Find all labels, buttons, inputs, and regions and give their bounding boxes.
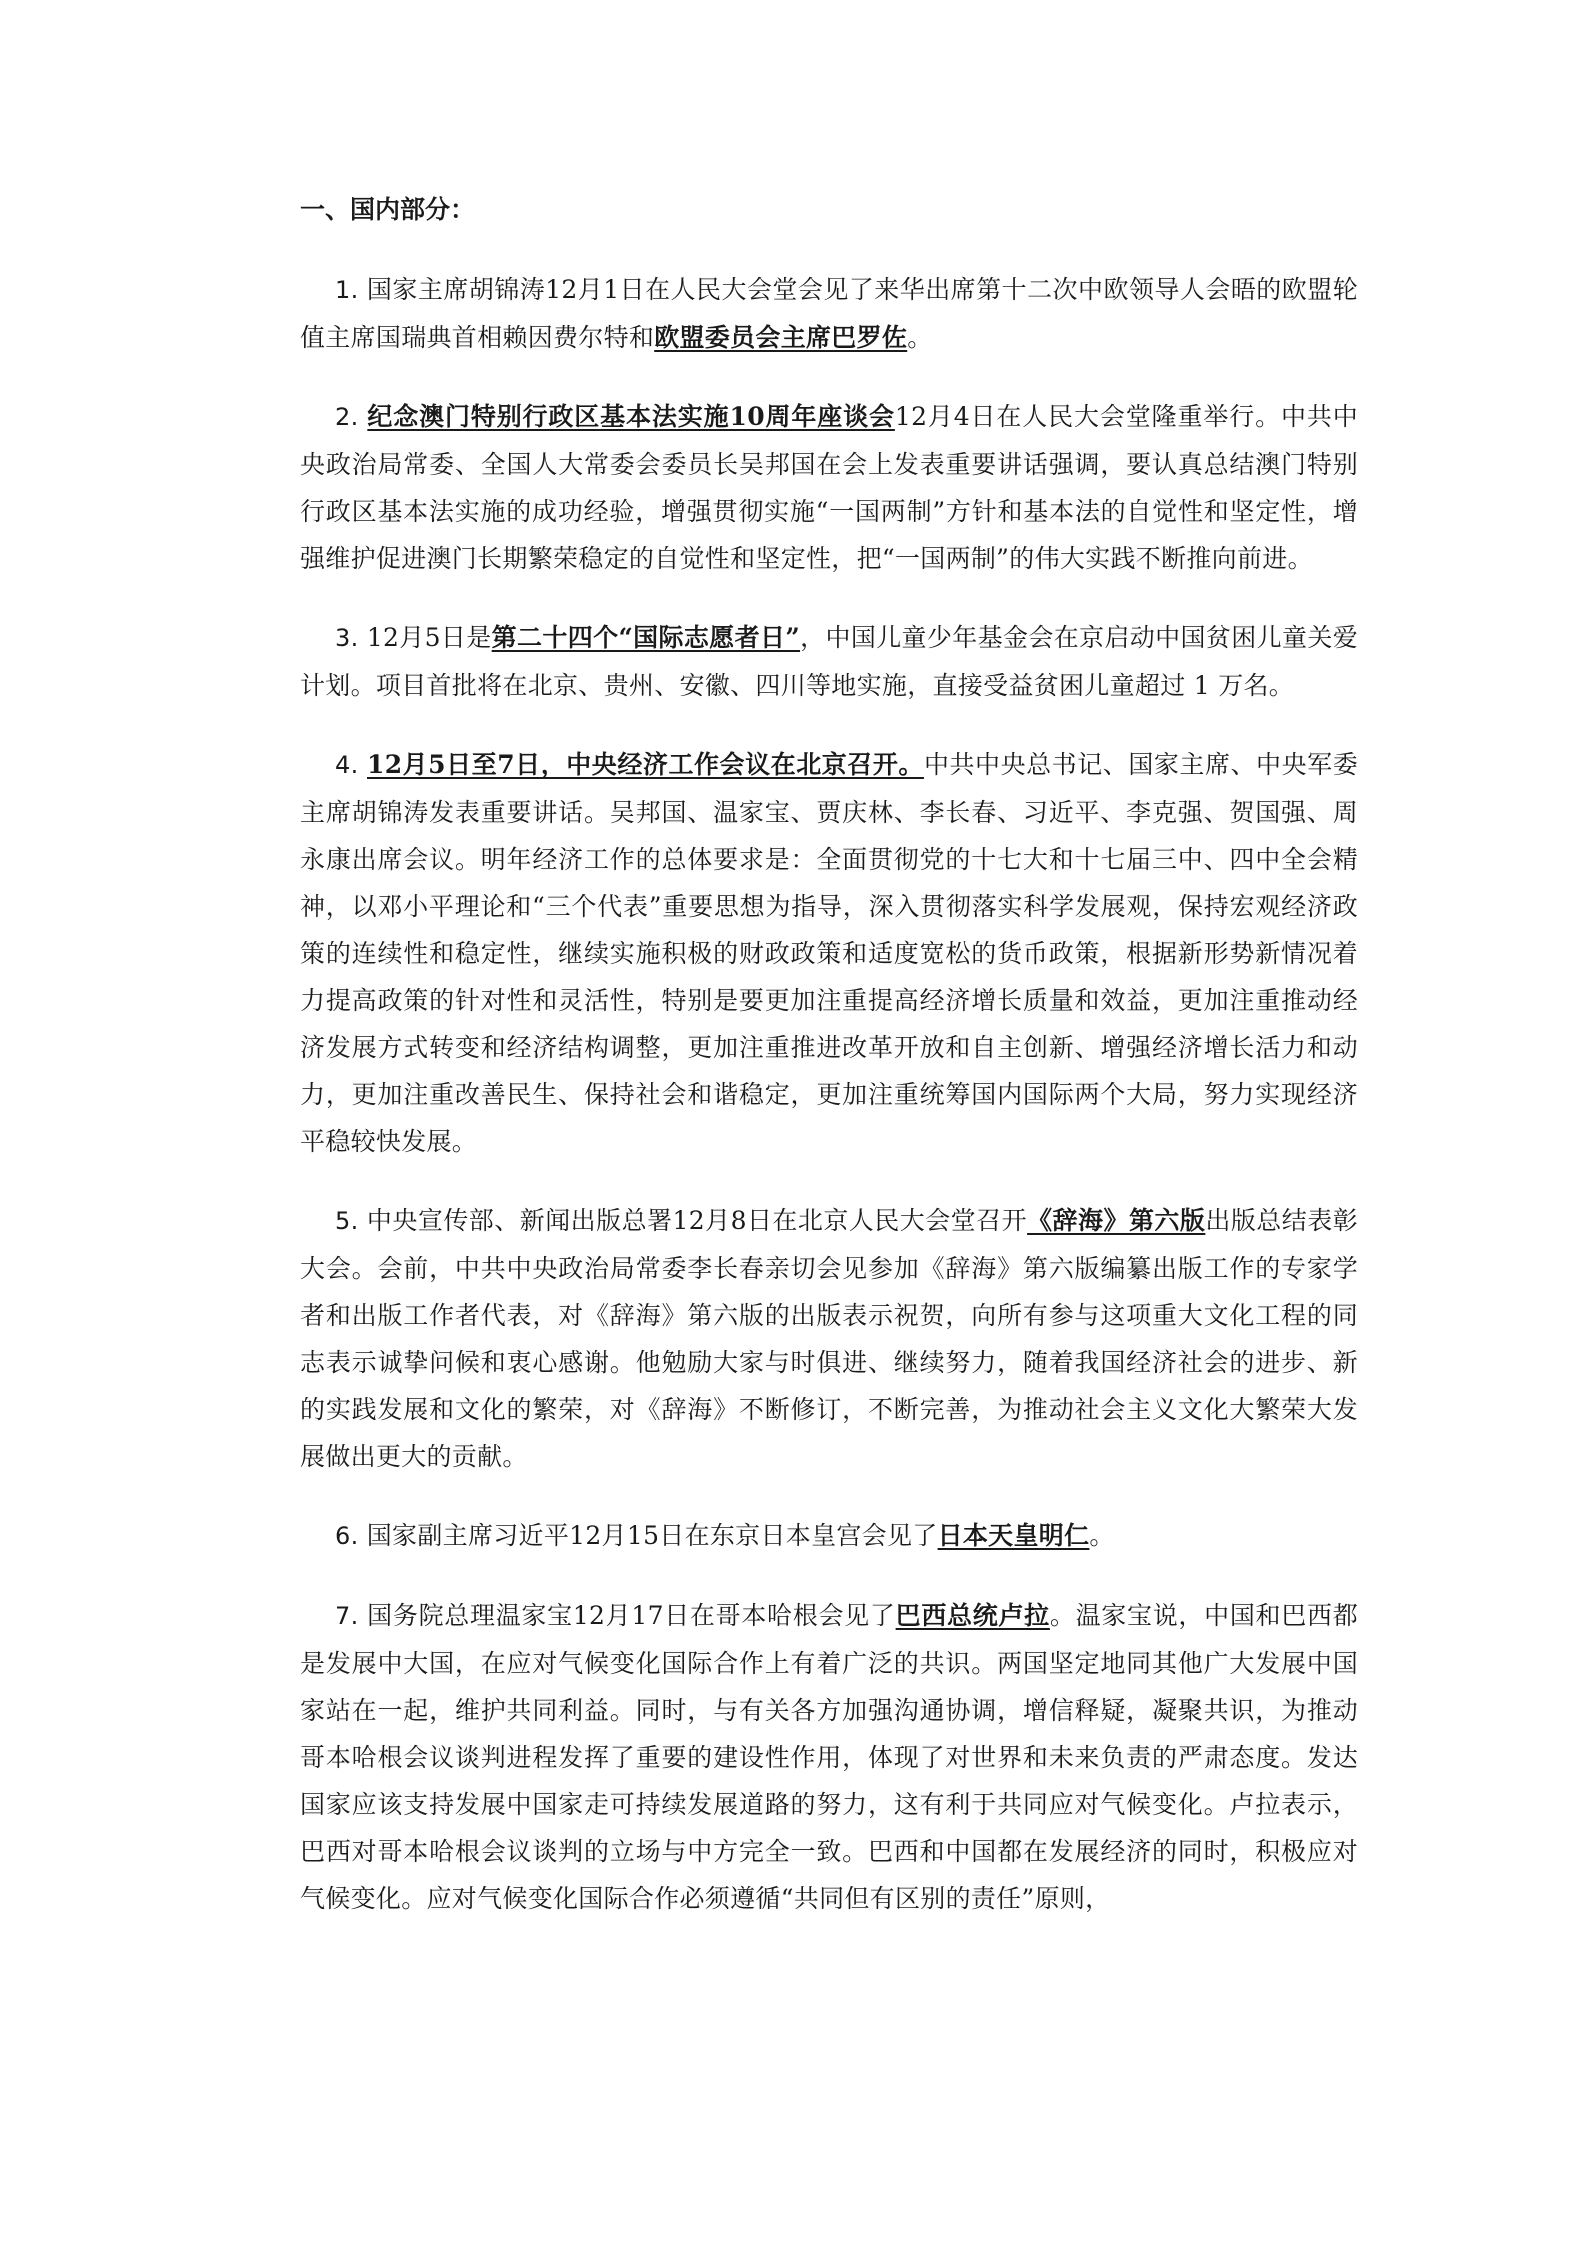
item-number: 3. — [335, 624, 359, 652]
news-item-2 — [300, 393, 1358, 582]
news-item-7 — [300, 1592, 1358, 1922]
item-highlight: 欧盟委员会主席巴罗佐 — [654, 323, 908, 352]
item-number: 1. — [335, 276, 359, 304]
item-text: 中共中央总书记、国家主席、中央军委主席胡锦涛发表重要讲话。吴邦国、温家宝、贾庆林、李长春、习近平、李克强、贺国强、周永康出席会议。明年经济工作的总体要求是：全面贯彻党的十七大和十七届三中、四中全会精神，以邓小平理论和“三个代表”重要思想为指导，深入贯彻落实科学发展观，保持宏观经济政策的连续性和稳定性，继续实施积极的财政政策和适度宽松的货币政策，根据新形势新情况着力提高政策的针对性和灵活性，特别是要更加注重提高经济增长质量和效益，更加注重推动经济发展方式转变和经济结构调整，更加注重推进改革开放和自主创新、增强经济增长活力和动力，更加注重改善民生、保持社会和谐稳定，更加注重统筹国内国际两个大局，努力实现经济平稳较快发展。 — [300, 750, 1359, 1156]
item-number: 5. — [335, 1207, 359, 1235]
item-text: 。温家宝说，中国和巴西都是发展中大国，在应对气候变化国际合作上有着广泛的共识。两国坚定地同其他广大发展中国家站在一起，维护共同利益。同时，与有关各方加强沟通协调，增信释疑，凝聚共识，为推动哥本哈根会议谈判进程发挥了重要的建设性作用，体现了对世界和未来负责的严肃态度。发达国家应该支持发展中国家走可持续发展道路的努力，这有利于共同应对气候变化。卢拉表示，巴西对哥本哈根会议谈判的立场与中方完全一致。巴西和中国都在发展经济的同时，积极应对气候变化。应对气候变化国际合作必须遵循“共同但有区别的责任”原则， — [300, 1601, 1358, 1913]
item-highlight: 第二十四个“国际志愿者日” — [491, 623, 801, 652]
news-item-5 — [300, 1197, 1358, 1480]
item-highlight: 日本天皇明仁 — [937, 1521, 1090, 1550]
item-text: 出版总结表彰大会。会前，中共中央政治局常委李长春亲切会见参加《辞海》第六版编纂出版工作的专家学者和出版工作者代表，对《辞海》第六版的出版表示祝贺，向所有参与这项重大文化工程的同志表示诚挚问候和衷心感谢。他勉励大家与时俱进、继续努力，随着我国经济社会的进步、新的实践发展和文化的繁荣，对《辞海》不断修订，不断完善，为推动社会主义文化大繁荣大发展做出更大的贡献。 — [300, 1206, 1358, 1471]
item-number: 7. — [335, 1602, 359, 1630]
item-highlight: 纪念澳门特别行政区基本法实施10周年座谈会 — [367, 402, 895, 431]
item-highlight: 12月5日至7日，中央经济工作会议在北京召开。 — [367, 750, 924, 779]
item-number: 2. — [335, 403, 359, 431]
item-highlight: 巴西总统卢拉 — [895, 1601, 1050, 1630]
item-number: 6. — [335, 1522, 359, 1550]
document-body — [300, 190, 1358, 1954]
section-heading: 一、国内部分： — [300, 195, 476, 224]
item-text: ，中国儿童少年基金会在京启动中国贫困儿童关爱计划。项目首批将在北京、贵州、安徽、四川等地实施，直接受益贫困儿童超过 1 万名。 — [300, 623, 1358, 700]
news-item-1 — [300, 266, 1358, 361]
item-text: 12月5日是 — [366, 623, 492, 652]
item-text: 。 — [907, 323, 933, 352]
item-text: 国家副主席习近平12月15日在东京日本皇宫会见了 — [366, 1521, 938, 1550]
item-text: 国务院总理温家宝12月17日在哥本哈根会见了 — [367, 1601, 896, 1630]
news-item-4 — [300, 741, 1358, 1165]
item-text: 。 — [1089, 1521, 1115, 1550]
item-text: 国家主席胡锦涛12月1日在人民大会堂会见了来华出席第十二次中欧领导人会晤的欧盟轮值主席国瑞典首相赖因费尔特和 — [300, 275, 1358, 352]
item-number: 4. — [335, 751, 359, 779]
news-item-3 — [300, 614, 1358, 709]
item-highlight: 《辞海》第六版 — [1027, 1206, 1206, 1235]
item-text: 中央宣传部、新闻出版总署12月8日在北京人民大会堂召开 — [366, 1206, 1028, 1235]
item-text: 12月4日在人民大会堂隆重举行。中共中央政治局常委、全国人大常委会委员长吴邦国在会上发表重要讲话强调，要认真总结澳门特别行政区基本法实施的成功经验，增强贯彻实施“一国两制”方针和基本法的自觉性和坚定性，增强维护促进澳门长期繁荣稳定的自觉性和坚定性，把“一国两制”的伟大实践不断推向前进。 — [300, 402, 1359, 573]
news-item-6 — [300, 1512, 1358, 1560]
